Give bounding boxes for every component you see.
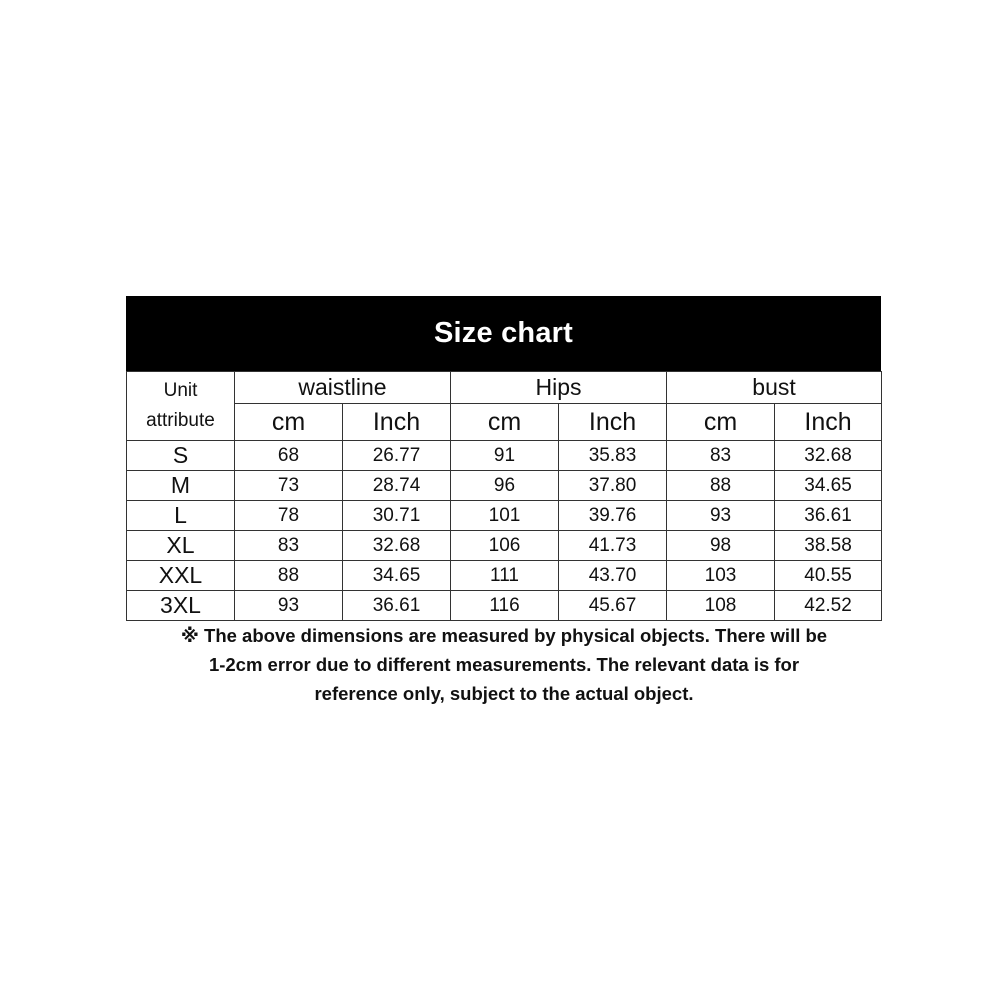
corner-label-attribute: attribute <box>146 410 215 431</box>
size-label: XXL <box>127 561 235 591</box>
unit-header: cm <box>235 404 343 441</box>
table-cell: 34.65 <box>775 471 882 501</box>
table-cell: 26.77 <box>343 441 451 471</box>
table-cell: 34.65 <box>343 561 451 591</box>
group-header-bust: bust <box>667 372 882 404</box>
table-cell: 111 <box>451 561 559 591</box>
table-cell: 108 <box>667 591 775 621</box>
table-cell: 93 <box>667 501 775 531</box>
note-line: 1-2cm error due to different measurements. The relevant data is for <box>208 654 800 675</box>
table-cell: 36.61 <box>775 501 882 531</box>
unit-row <box>127 404 882 441</box>
table-cell: 83 <box>667 441 775 471</box>
unit-header: Inch <box>343 404 451 441</box>
table-cell: 41.73 <box>559 531 667 561</box>
table-cell: 36.61 <box>343 591 451 621</box>
size-label: XL <box>127 531 235 561</box>
table-row <box>127 531 882 561</box>
table-cell: 28.74 <box>343 471 451 501</box>
table-row <box>127 501 882 531</box>
note-line: reference only, subject to the actual object. <box>314 683 694 704</box>
unit-header: Inch <box>775 404 882 441</box>
table-cell: 93 <box>235 591 343 621</box>
table-cell: 88 <box>235 561 343 591</box>
unit-attribute-cell <box>127 372 235 441</box>
unit-header: cm <box>451 404 559 441</box>
size-label: L <box>127 501 235 531</box>
table-cell: 103 <box>667 561 775 591</box>
table-cell: 32.68 <box>343 531 451 561</box>
group-header-hips: Hips <box>451 372 667 404</box>
table-cell: 98 <box>667 531 775 561</box>
measurement-note <box>120 621 888 708</box>
table-cell: 37.80 <box>559 471 667 501</box>
table-cell: 116 <box>451 591 559 621</box>
table-cell: 40.55 <box>775 561 882 591</box>
table-cell: 88 <box>667 471 775 501</box>
table-cell: 106 <box>451 531 559 561</box>
table-cell: 83 <box>235 531 343 561</box>
table-cell: 96 <box>451 471 559 501</box>
table-row <box>127 441 882 471</box>
table-row <box>127 591 882 621</box>
table-cell: 30.71 <box>343 501 451 531</box>
table-cell: 68 <box>235 441 343 471</box>
table-cell: 32.68 <box>775 441 882 471</box>
table-cell: 78 <box>235 501 343 531</box>
table-cell: 43.70 <box>559 561 667 591</box>
table-cell: 45.67 <box>559 591 667 621</box>
header-row <box>127 372 882 404</box>
size-label: 3XL <box>127 591 235 621</box>
group-header-waistline: waistline <box>235 372 451 404</box>
table-cell: 39.76 <box>559 501 667 531</box>
table-cell: 91 <box>451 441 559 471</box>
table-cell: 35.83 <box>559 441 667 471</box>
table-cell: 38.58 <box>775 531 882 561</box>
size-label: M <box>127 471 235 501</box>
table-row <box>127 561 882 591</box>
table-cell: 42.52 <box>775 591 882 621</box>
corner-label-unit: Unit <box>163 380 198 401</box>
table-row <box>127 471 882 501</box>
size-chart <box>126 296 881 621</box>
table-cell: 73 <box>235 471 343 501</box>
table-cell: 101 <box>451 501 559 531</box>
unit-header: cm <box>667 404 775 441</box>
unit-header: Inch <box>559 404 667 441</box>
size-label: S <box>127 441 235 471</box>
size-table <box>126 371 882 621</box>
chart-title-bar <box>126 296 881 371</box>
note-line: ※ The above dimensions are measured by physical objects. There will be <box>180 625 828 646</box>
chart-title: Size chart <box>434 317 573 349</box>
